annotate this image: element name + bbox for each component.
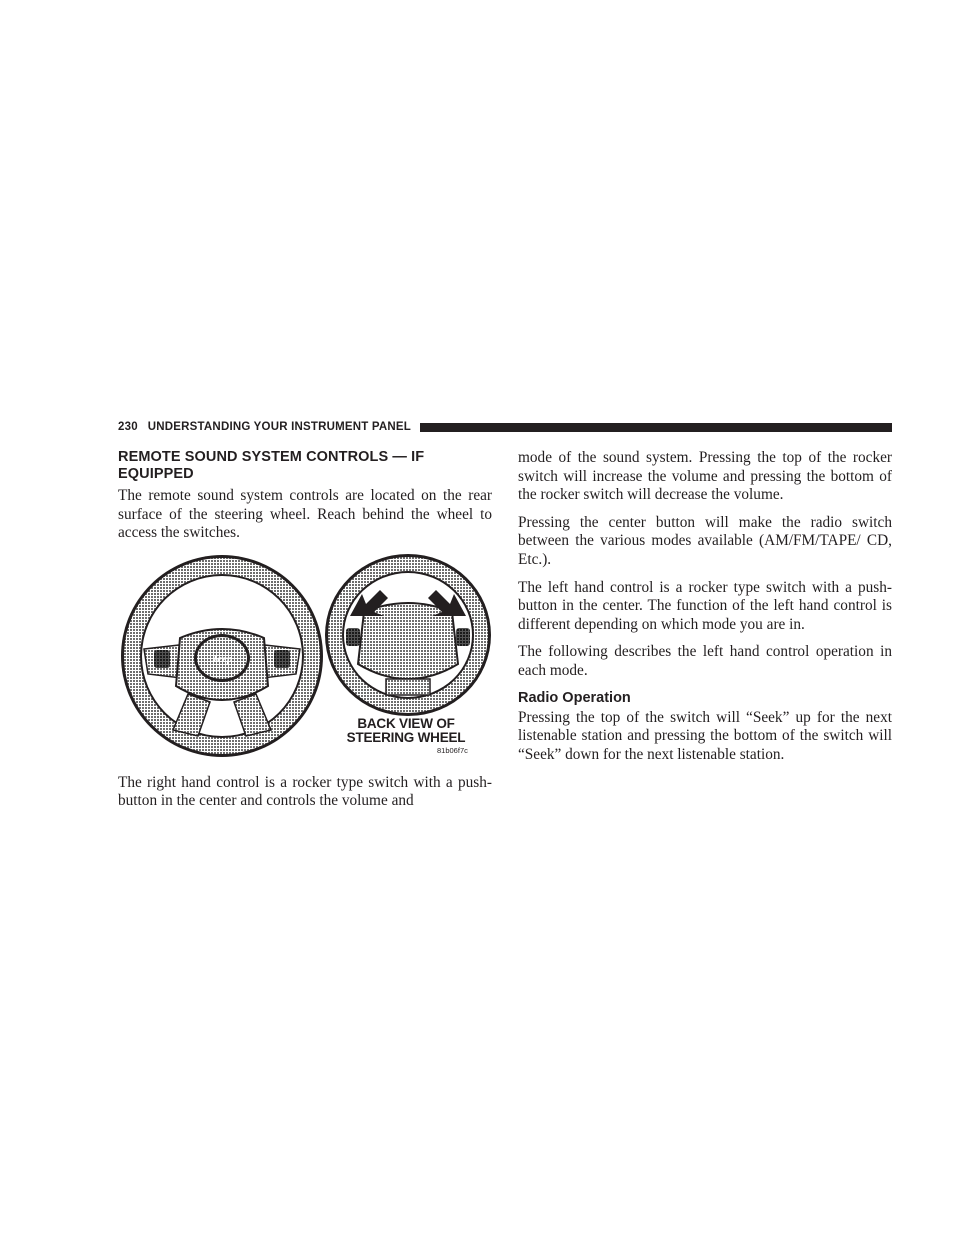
caption-line: STEERING WHEEL (346, 730, 466, 746)
caption-line: BACK VIEW OF (357, 715, 455, 731)
header-rule (420, 423, 892, 432)
subsection-heading: Radio Operation (518, 689, 631, 706)
paragraph: mode of the sound system. Pressing the top of the rocker switch will increase the volume and pressing the bottom of the rocker switch will decrease the volume. (518, 449, 892, 504)
paragraph: The following describes the left hand control operation in each mode. (518, 643, 892, 679)
front-view-wheel (121, 555, 323, 757)
section-heading: REMOTE SOUND SYSTEM CONTROLS — IF EQUIPPED (118, 449, 425, 482)
page-header (118, 419, 892, 435)
right-column (518, 449, 892, 773)
figure-id: 81b06f7c (437, 745, 468, 755)
section-title: UNDERSTANDING YOUR INSTRUMENT PANEL (147, 421, 411, 433)
paragraph: Pressing the center button will make the radio switch between the various modes available (AM/FM/TAPE/ CD, Etc.). (518, 513, 892, 568)
paragraph: Pressing the top of the switch will “Seek” up for the next listenable station and pressing the bottom of the switch will “Seek” down for the next listenable station. (518, 708, 892, 763)
page-number: 230 (118, 421, 138, 433)
steering-wheel-figure (118, 554, 492, 762)
jeep-emblem: Jeep (211, 652, 233, 665)
paragraph: The right hand control is a rocker type switch with a push-button in the center and controls the volume and (118, 773, 492, 810)
paragraph: The left hand control is a rocker type switch with a push-button in the center. The function of the left hand control is different depending on which mode you are in. (518, 578, 892, 633)
back-view-wheel (325, 554, 491, 716)
left-column (118, 449, 492, 820)
paragraph: The remote sound system controls are located on the rear surface of the steering wheel. Reach behind the wheel to access the switches. (118, 487, 492, 542)
figure-caption (336, 717, 476, 746)
